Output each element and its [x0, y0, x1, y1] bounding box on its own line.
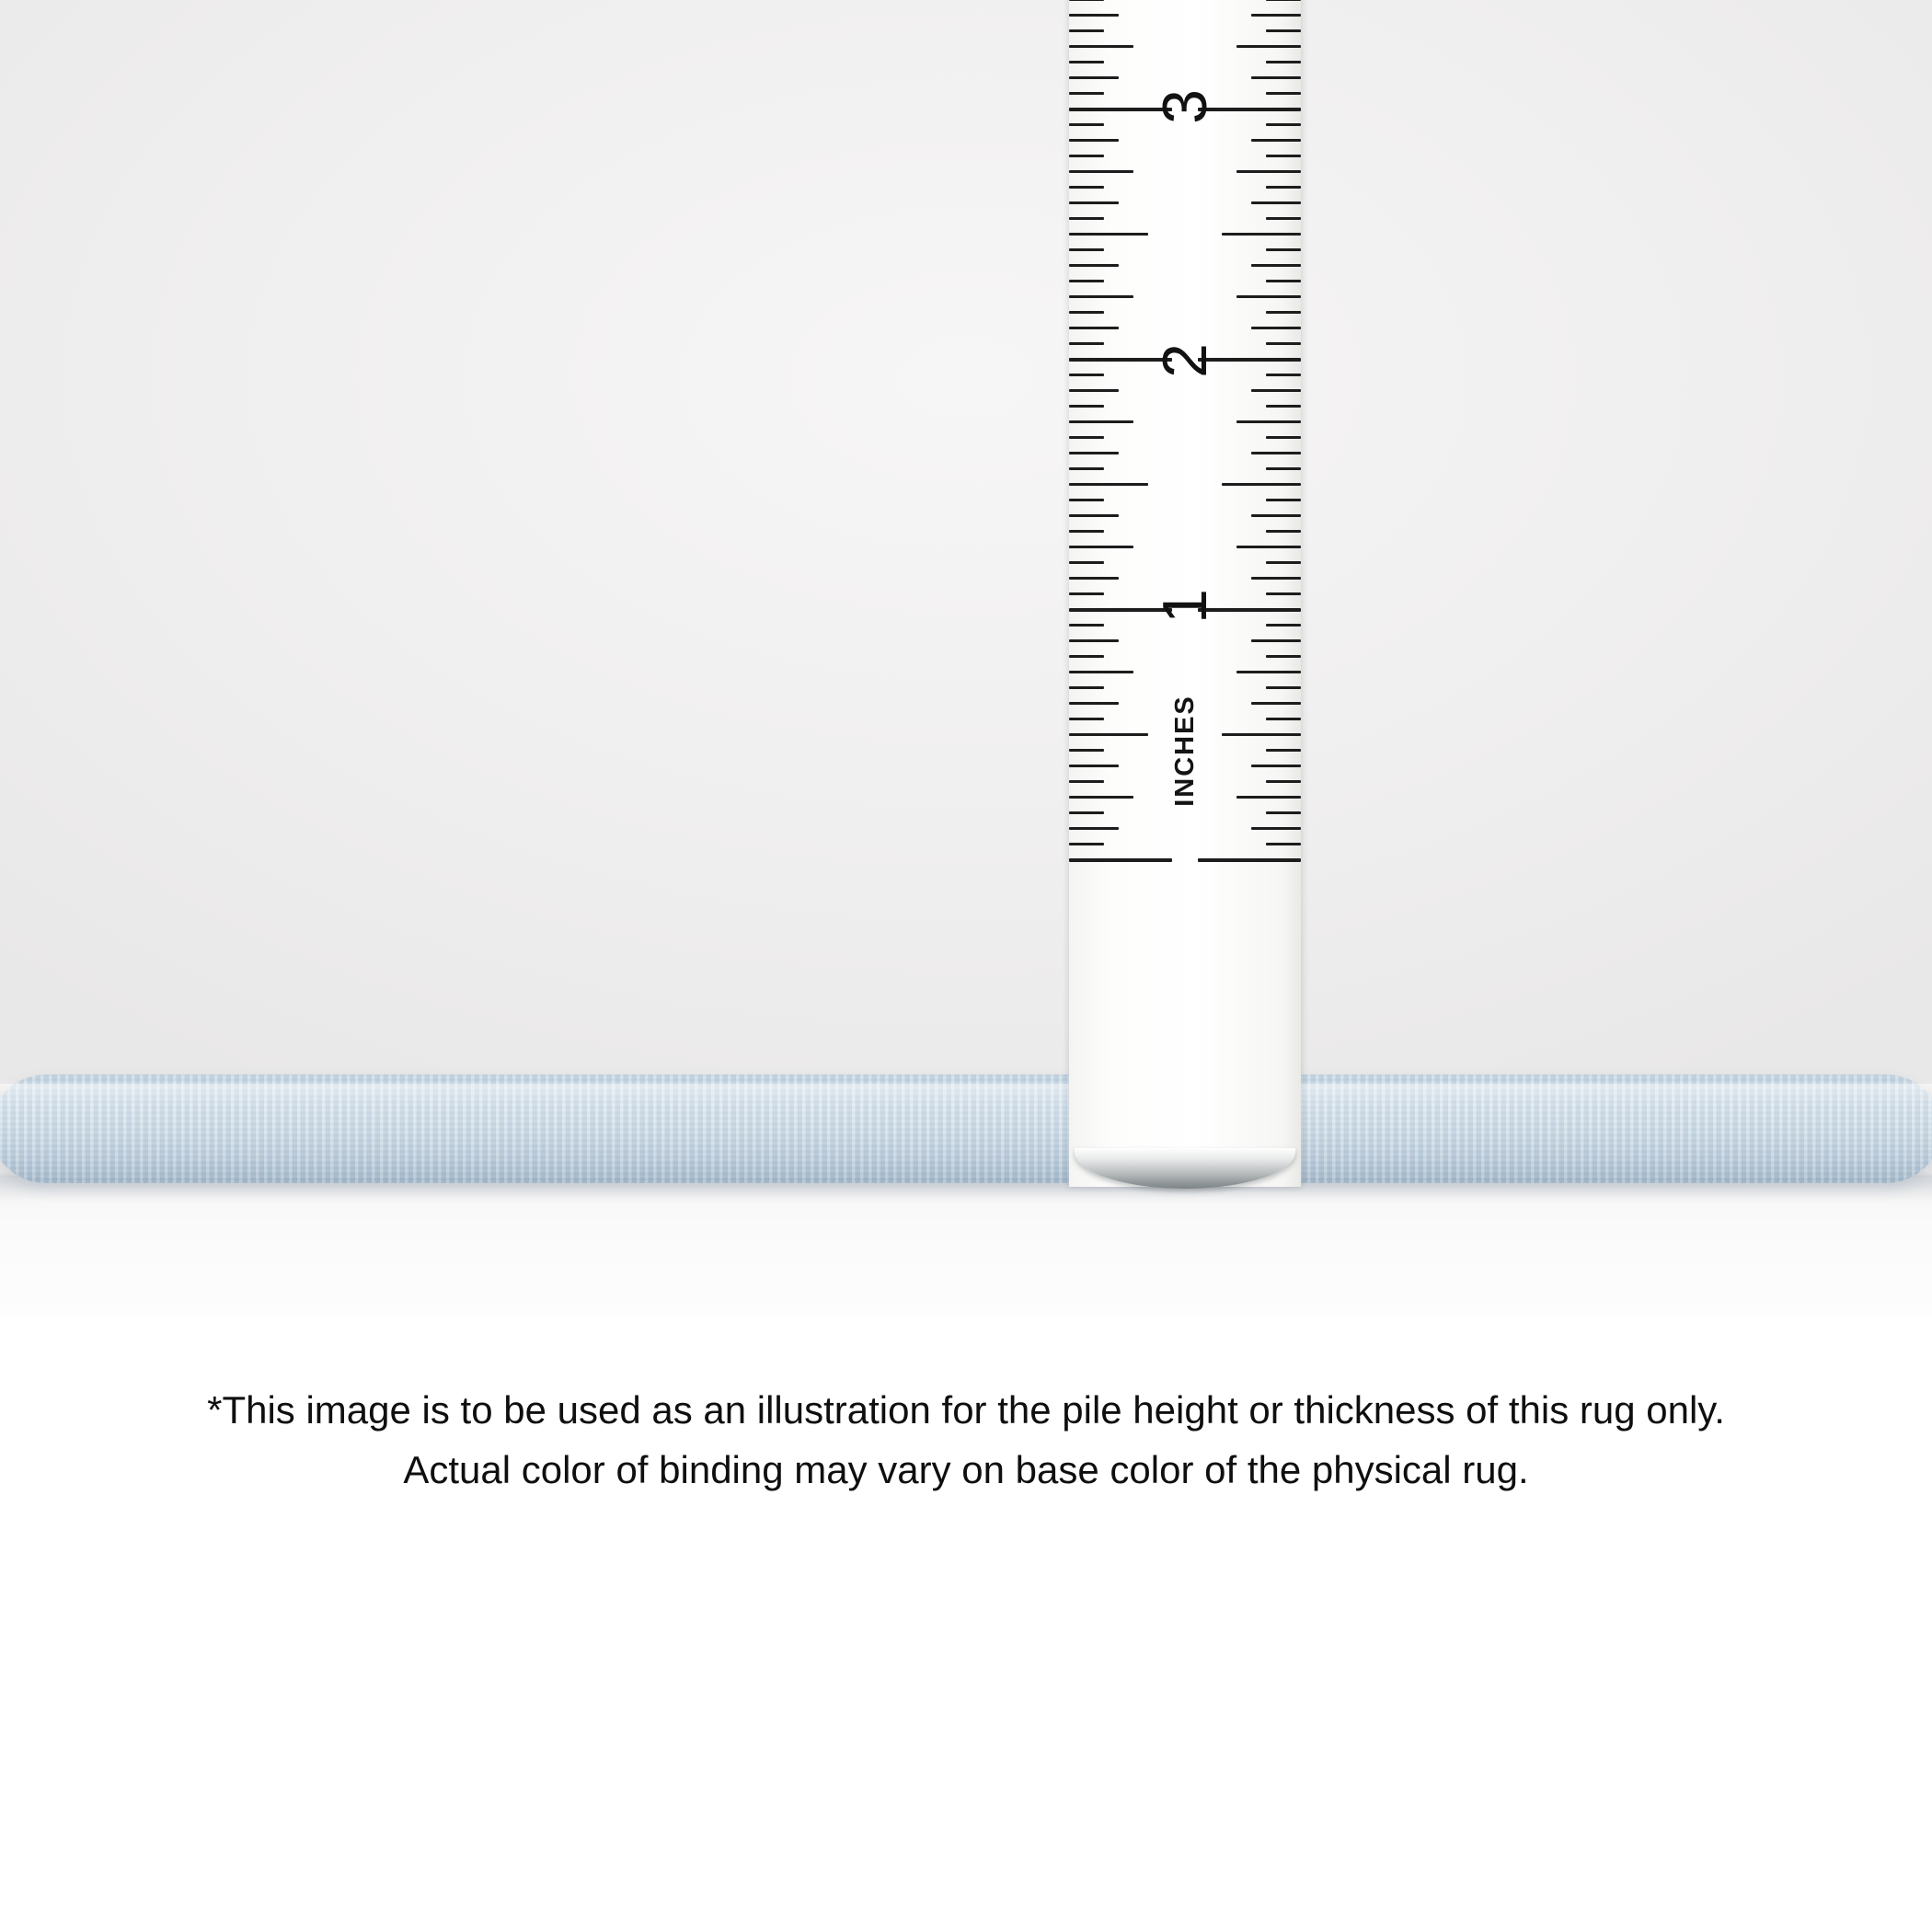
ruler-tick — [1266, 843, 1301, 845]
ruler-tick — [1236, 170, 1301, 173]
ruler-tick-scale — [1069, 0, 1301, 1187]
ruler-tick — [1251, 139, 1301, 142]
ruler-tick — [1069, 139, 1119, 142]
ruler-tick — [1266, 467, 1301, 470]
ruler-tick — [1069, 123, 1104, 126]
ruler-tick — [1069, 796, 1133, 799]
ruler-tick — [1069, 483, 1148, 486]
ruler-tick — [1266, 217, 1301, 220]
ruler-number-label: 3 — [1150, 89, 1220, 124]
ruler-tick — [1069, 45, 1133, 48]
ruler-tick — [1266, 436, 1301, 439]
ruler-unit-label: INCHES — [1170, 695, 1200, 807]
ruler-tick — [1266, 248, 1301, 251]
ruler-tick — [1069, 499, 1104, 501]
ruler-tick — [1069, 248, 1104, 251]
ruler-tick — [1069, 29, 1104, 32]
ruler-tick — [1266, 0, 1301, 1]
ruler-tick — [1069, 280, 1104, 282]
ruler-tick — [1069, 295, 1133, 298]
ruler-tick — [1266, 280, 1301, 282]
ruler-tick — [1069, 561, 1104, 564]
ruler-tick — [1266, 499, 1301, 501]
ruler-tick — [1069, 592, 1104, 595]
ruler-tick — [1266, 624, 1301, 627]
measuring-ruler — [1069, 0, 1301, 1187]
ruler-tick — [1069, 201, 1119, 204]
ruler-tick — [1198, 858, 1301, 862]
ruler-tick — [1266, 61, 1301, 63]
ruler-tick — [1251, 264, 1301, 267]
ruler-tick — [1069, 92, 1104, 95]
ruler-tick — [1266, 155, 1301, 157]
ruler-tick — [1266, 780, 1301, 783]
ruler-number-label: 1 — [1150, 589, 1220, 624]
ruler-tick — [1069, 342, 1104, 345]
ruler-tick — [1069, 327, 1119, 329]
ruler-tick — [1069, 671, 1133, 673]
ruler-tick — [1251, 827, 1301, 830]
ruler-tick — [1069, 61, 1104, 63]
ruler-tick — [1266, 718, 1301, 720]
rug-binding-edge — [0, 1075, 1932, 1183]
ruler-tick — [1251, 76, 1301, 79]
ruler-tick — [1069, 405, 1104, 408]
ruler-tick — [1069, 780, 1104, 783]
ruler-tick — [1251, 577, 1301, 580]
ruler-tick — [1251, 702, 1301, 705]
ruler-tick — [1251, 14, 1301, 17]
ruler-tick — [1069, 467, 1104, 470]
ruler-tick — [1266, 29, 1301, 32]
ruler-tick — [1069, 514, 1119, 517]
ruler-tick — [1069, 186, 1104, 189]
ruler-tick — [1266, 186, 1301, 189]
ruler-tick — [1069, 420, 1133, 423]
ruler-tick — [1069, 389, 1119, 392]
ruler-tick — [1251, 389, 1301, 392]
caption-line-2: Actual color of binding may vary on base color of the physical rug. — [403, 1448, 1529, 1492]
ruler-tick — [1069, 749, 1104, 752]
ruler-tick — [1266, 92, 1301, 95]
ruler-tick — [1266, 311, 1301, 314]
ruler-tick — [1069, 765, 1119, 767]
ruler-tick — [1069, 639, 1119, 642]
ruler-tick — [1069, 170, 1133, 173]
ruler-tick — [1069, 858, 1172, 862]
ruler-tick — [1222, 733, 1301, 736]
ruler-tick — [1069, 76, 1119, 79]
ruler-tick — [1069, 233, 1148, 236]
ruler-tick — [1266, 405, 1301, 408]
ruler-number-label: 2 — [1150, 343, 1220, 378]
ruler-tick — [1266, 342, 1301, 345]
ruler-tick — [1236, 796, 1301, 799]
ruler-tick — [1069, 374, 1104, 376]
ruler-tick — [1069, 686, 1104, 689]
ruler-tick — [1266, 374, 1301, 376]
ruler-tick — [1266, 655, 1301, 658]
ruler-tick — [1069, 718, 1104, 720]
ruler-tick — [1266, 686, 1301, 689]
ruler-tick — [1251, 639, 1301, 642]
ruler-tick — [1251, 327, 1301, 329]
caption-block — [0, 1380, 1932, 1500]
ruler-tick — [1069, 530, 1104, 533]
ruler-tick — [1266, 561, 1301, 564]
ruler-tick — [1069, 14, 1119, 17]
ruler-tick — [1266, 123, 1301, 126]
ruler-tick — [1236, 546, 1301, 548]
ruler-tick — [1069, 843, 1104, 845]
ruler-tick — [1069, 546, 1133, 548]
ruler-tick — [1236, 671, 1301, 673]
ruler-tick — [1236, 295, 1301, 298]
ruler-tick — [1069, 155, 1104, 157]
ruler-tick — [1222, 233, 1301, 236]
ruler-tick — [1251, 514, 1301, 517]
ruler-tick — [1069, 452, 1119, 454]
ruler-tick — [1251, 765, 1301, 767]
ruler-tick — [1069, 311, 1104, 314]
ruler-tick — [1236, 45, 1301, 48]
ruler-tick — [1069, 264, 1119, 267]
ruler-tick — [1069, 733, 1148, 736]
ruler-tick — [1069, 702, 1119, 705]
ruler-tick — [1069, 0, 1104, 1]
ruler-tick — [1069, 217, 1104, 220]
caption-line-1: *This image is to be used as an illustration for the pile height or thickness of this rug only. — [207, 1388, 1725, 1432]
ruler-tick — [1069, 577, 1119, 580]
ruler-tick — [1266, 749, 1301, 752]
ruler-tick — [1266, 530, 1301, 533]
ruler-tick — [1251, 201, 1301, 204]
ruler-tick — [1069, 624, 1104, 627]
ruler-tick — [1222, 483, 1301, 486]
ruler-tick — [1069, 811, 1104, 814]
ruler-tick — [1266, 811, 1301, 814]
ruler-tick — [1069, 827, 1119, 830]
ruler-tick — [1069, 655, 1104, 658]
ruler-tick — [1266, 592, 1301, 595]
ruler-tick — [1251, 452, 1301, 454]
ruler-tick — [1236, 420, 1301, 423]
ruler-tick — [1069, 436, 1104, 439]
